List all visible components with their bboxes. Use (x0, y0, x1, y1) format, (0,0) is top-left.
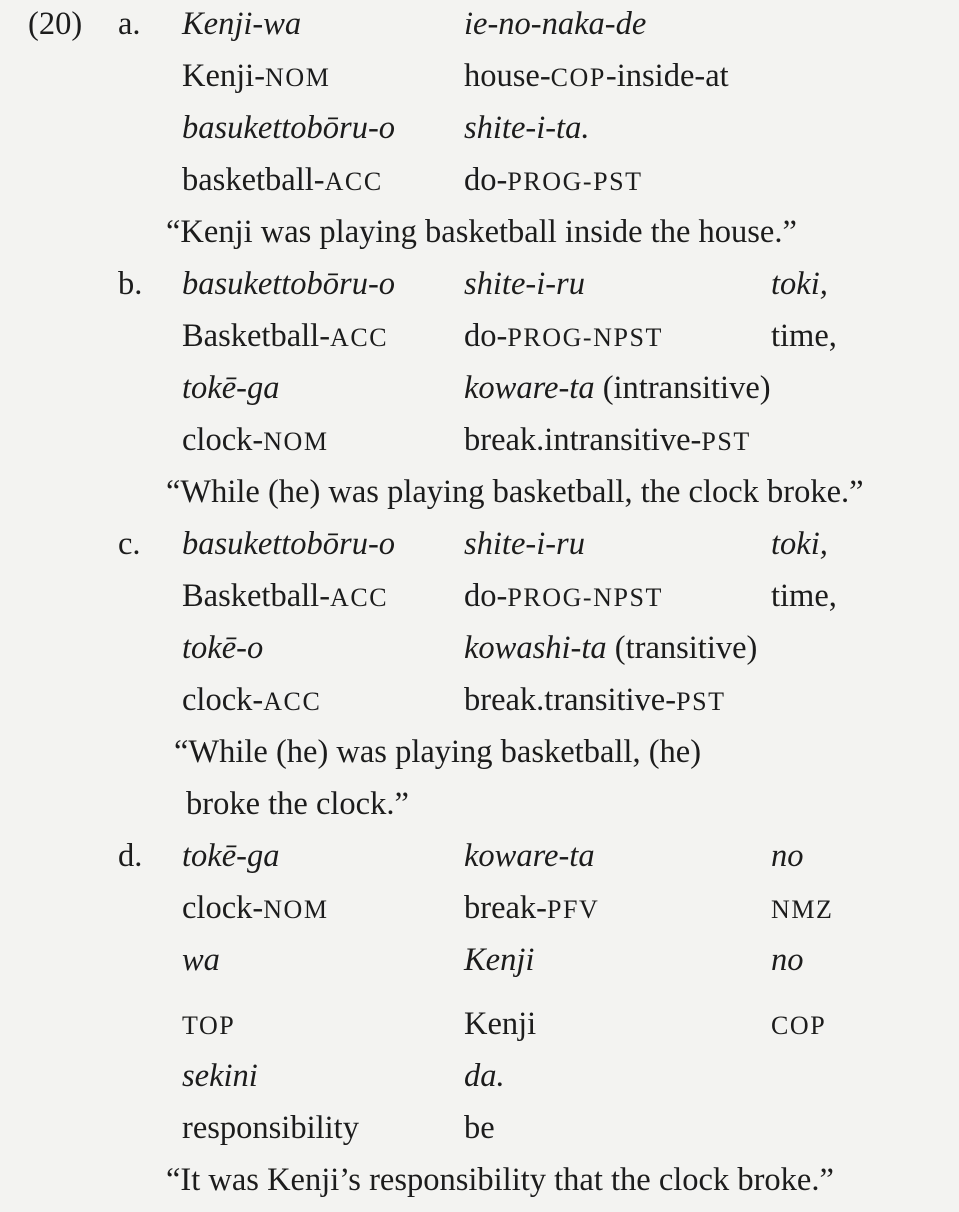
gloss-text: house- (464, 58, 551, 94)
gloss-text: (transitive) (606, 630, 758, 666)
japanese-word: da. (464, 1058, 505, 1094)
japanese-word: basukettobōru-o (182, 526, 396, 562)
gloss-text: Basketball- (182, 578, 331, 614)
gloss-word (771, 580, 837, 613)
gloss-word (464, 164, 643, 197)
gloss-word (182, 892, 329, 925)
gloss-text: be (464, 1110, 495, 1146)
gloss-text: clock- (182, 682, 264, 718)
japanese-word: tokē-ga (182, 370, 280, 406)
gloss-word (182, 1008, 235, 1041)
gloss-abbreviation: NMZ (771, 895, 834, 924)
gloss-word (464, 60, 729, 93)
japanese-word: no (771, 838, 804, 874)
gloss-text: break- (464, 890, 547, 926)
gloss-word (771, 892, 833, 925)
example-label: d. (118, 838, 143, 874)
japanese-word: koware-ta (464, 838, 595, 874)
gloss-word (182, 164, 383, 197)
japanese-word: tokē-ga (182, 838, 280, 874)
japanese-word: no (771, 942, 804, 978)
gloss-word (464, 632, 757, 665)
gloss-word (464, 892, 599, 925)
gloss-text: -inside-at (605, 58, 729, 94)
gloss-abbreviation: ACC (324, 167, 383, 196)
japanese-word: sekini (182, 1058, 258, 1094)
gloss-text: responsibility (182, 1110, 359, 1146)
free-translation: “While (he) was playing basketball, the clock broke.” (166, 474, 864, 510)
gloss-text: clock- (182, 890, 264, 926)
gloss-abbreviation: COP (550, 63, 606, 92)
gloss-abbreviation: NOM (263, 895, 329, 924)
japanese-word: tokē-o (182, 630, 264, 666)
gloss-word (182, 580, 388, 613)
gloss-text: time, (771, 578, 837, 614)
gloss-text: do- (464, 578, 508, 614)
gloss-word (464, 1008, 536, 1041)
japanese-word: ie-no-naka-de (464, 6, 647, 42)
gloss-abbreviation: COP (771, 1011, 827, 1040)
japanese-word: basukettobōru-o (182, 110, 396, 146)
example-label: b. (118, 266, 143, 302)
gloss-word (464, 424, 751, 457)
japanese-word: kowashi-ta (464, 630, 607, 666)
gloss-text: break.transitive- (464, 682, 677, 718)
gloss-text: time, (771, 318, 837, 354)
gloss-word (182, 424, 329, 457)
gloss-word (464, 372, 771, 405)
gloss-word (464, 320, 663, 353)
gloss-word (182, 372, 279, 405)
gloss-word (771, 320, 837, 353)
free-translation: “Kenji was playing basketball inside the house.” (166, 214, 797, 250)
gloss-abbreviation: PROG-NPST (507, 323, 663, 352)
gloss-text: (intransitive) (594, 370, 771, 406)
gloss-text: basketball- (182, 162, 325, 198)
gloss-word (464, 684, 726, 717)
gloss-text: Basketball- (182, 318, 331, 354)
gloss-abbreviation: NOM (265, 63, 331, 92)
japanese-word: shite-i-ru (464, 526, 585, 562)
gloss-word (182, 684, 321, 717)
japanese-word: wa (182, 942, 220, 978)
gloss-word (182, 60, 330, 93)
japanese-word: shite-i-ru (464, 266, 585, 302)
example-label: c. (118, 526, 141, 562)
japanese-word: koware-ta (464, 370, 595, 406)
gloss-word (182, 320, 388, 353)
gloss-abbreviation: ACC (330, 323, 389, 352)
gloss-word (464, 1112, 495, 1145)
japanese-word: toki, (771, 266, 828, 302)
gloss-abbreviation: PFV (547, 895, 600, 924)
japanese-word: basukettobōru-o (182, 266, 396, 302)
gloss-word (182, 1112, 359, 1145)
japanese-word: toki, (771, 526, 828, 562)
gloss-abbreviation: PST (701, 427, 751, 456)
free-translation: “While (he) was playing basketball, (he) (174, 734, 702, 770)
japanese-word: Kenji (464, 942, 535, 978)
japanese-word: Kenji-wa (182, 6, 302, 42)
gloss-word (464, 580, 663, 613)
gloss-text: clock- (182, 422, 264, 458)
gloss-text: do- (464, 162, 508, 198)
example-number: (20) (28, 6, 83, 42)
gloss-word (771, 1008, 826, 1041)
gloss-abbreviation: PROG-NPST (507, 583, 663, 612)
gloss-text: break.intransitive- (464, 422, 702, 458)
free-translation: broke the clock.” (186, 786, 409, 822)
gloss-abbreviation: PROG-PST (507, 167, 643, 196)
example-label: a. (118, 6, 141, 42)
gloss-text: Kenji- (182, 58, 266, 94)
gloss-abbreviation: TOP (182, 1011, 236, 1040)
gloss-text: Kenji (464, 1006, 537, 1042)
gloss-abbreviation: ACC (263, 687, 322, 716)
gloss-abbreviation: PST (676, 687, 726, 716)
gloss-abbreviation: ACC (330, 583, 389, 612)
japanese-word: shite-i-ta. (464, 110, 590, 146)
gloss-text: do- (464, 318, 508, 354)
gloss-word (182, 632, 263, 665)
gloss-abbreviation: NOM (263, 427, 329, 456)
free-translation: “It was Kenji’s responsibility that the clock broke.” (166, 1162, 834, 1198)
